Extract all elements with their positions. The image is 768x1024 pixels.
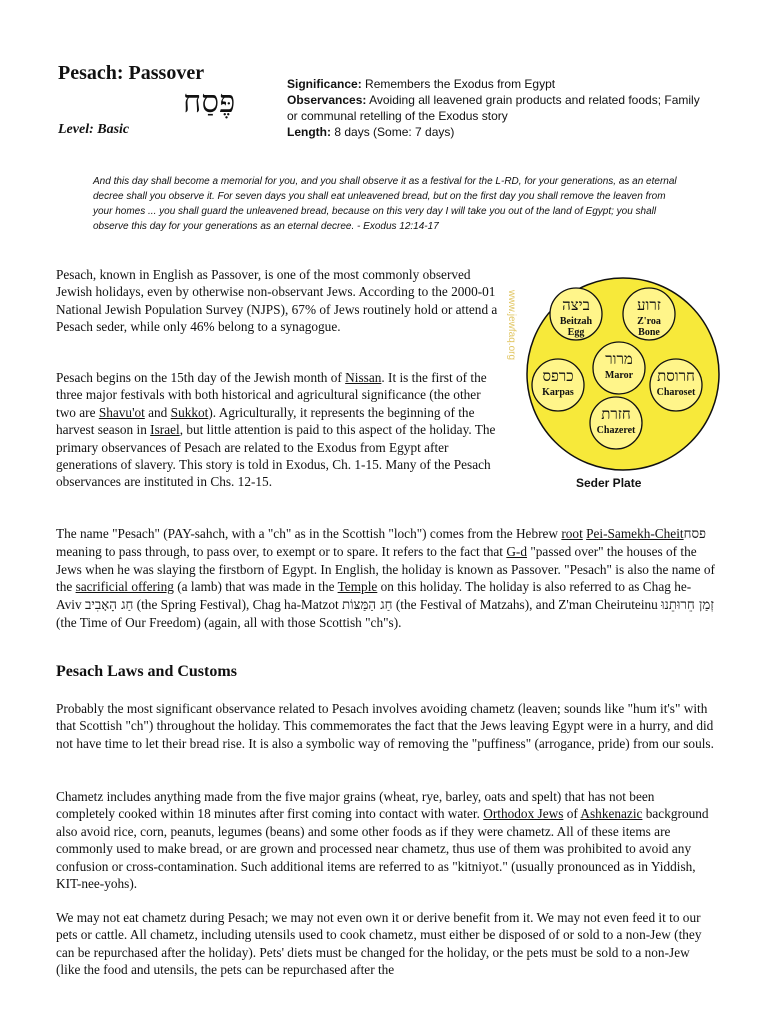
text: Chametz includes anything made from the five major grains (wheat, rye, barley, oats and spelt) that has not been completely cooked within 18 minutes after first coming into contact with water. [56, 789, 655, 822]
observances-label: Observances: [287, 93, 367, 107]
text: (the Time of Our Freedom) (again, all with those Scottish "ch"s). [56, 615, 402, 631]
plate-item [623, 288, 675, 340]
hebrew-word: חַג הָאָבִיב [84, 597, 134, 613]
text: and [144, 404, 171, 420]
sacrificial-offering-link[interactable]: sacrificial offering [75, 579, 174, 595]
root-link[interactable]: root [561, 526, 583, 541]
hebrew-title: פֶּסַח [183, 84, 236, 120]
hebrew-word: חַג הַמַּצּוֹת [342, 597, 393, 613]
significance-value: Remembers the Exodus from Egypt [361, 77, 556, 91]
plate-item-name2: Egg [567, 327, 585, 338]
text: background also avoid rice, corn, peanuts, legumes (beans) and some other foods as if they were chametz. All of these items are commonly used to make bread, or are grown and processed near chametz, thus use of them was prohibited to avoid any confusion or cross-contamination. Such additional items are referred to as "kitniyot." (usually pronounced as in Yiddish, KIT-nee-yohs). [56, 806, 709, 892]
plate-item-name: Beitzah [559, 316, 593, 327]
israel-link[interactable]: Israel [150, 422, 180, 438]
holiday-facts [287, 76, 707, 140]
plate-item-hebrew: ביצה [562, 296, 590, 314]
plate-item [590, 397, 642, 449]
paragraph-begins [56, 369, 501, 491]
section-heading: Pesach Laws and Customs [56, 663, 237, 680]
plate-item-hebrew: כרפס [542, 367, 574, 385]
text: . It is the first of the three major festivals with both historical and agricultural significance (the other two are [56, 370, 487, 420]
text: (a lamb) that was made in the [173, 579, 338, 595]
plate-item-name: Z'roa [637, 316, 661, 327]
text: , but little attention is paid to this aspect of the holiday. The primary observances of Pesach are related to the Exodus from Egypt after generations of slavery. This story is told in Exodus, Ch. 1-15. Many of the Pesach observances are instituted in Chs. 12-15. [56, 422, 496, 490]
level-label: Level: Basic [58, 122, 130, 137]
paragraph-chametz: Probably the most significant observance related to Pesach involves avoiding chametz (leaven; sounds like "hum it's" with that Scottish "ch") throughout the holiday. This commemorates the fact that the Jews leaving Egypt were in a hurry, and did not have time to let their bread rise. It is also a symbolic way of removing the "puffiness" (arrogance, pride) from our souls. [56, 701, 714, 751]
paragraph-intro: Pesach, known in English as Passover, is one of the most commonly observed Jewish holidays, even by otherwise non-observant Jews. According to the 2000-01 National Jewish Population Survey (NJPS), 67% of Jews routinely hold or attend a Pesach seder, while only 46% belong to a synagogue. [56, 267, 498, 335]
significance-row [287, 76, 707, 92]
exodus-quote: And this day shall become a memorial for you, and you shall observe it as a festival for the L-RD, for your generations, as an eternal decree shall you observe it. For seven days you shall eat unleavened bread, but on the first day you shall remove the leaven from your homes ... you shall guard the unleavened bread, because on this very day I will take you out of the land of Egypt; you shall observe this day for your generations as an eternal decree. - Exodus 12:14-17 [93, 176, 677, 232]
text: The name "Pesach" (PAY-sahch, with a "ch" as in the Scottish "loch") comes from the Hebrew [56, 526, 562, 541]
plate-item [650, 359, 702, 411]
hebrew-word: זְמַן חֵרוּתֵנוּ [661, 597, 714, 613]
seder-plate [525, 276, 721, 472]
text: "passed over" the houses of the Jews when he was slaying the firstborn of Egypt. In English, the holiday is known as Passover. "Pesach" is also the name of the [56, 544, 715, 595]
orthodox-jews-link[interactable]: Orthodox Jews [483, 806, 564, 822]
page-title: Pesach: Passover [58, 62, 205, 84]
plate-item-name: Maror [604, 370, 634, 381]
plate-item-hebrew: חרוסת [657, 367, 695, 385]
plate-item-name: Chazeret [596, 425, 636, 436]
text: on this holiday. The holiday is also referred to as Chag he-Aviv [56, 579, 692, 612]
length-label: Length: [287, 125, 331, 139]
plate-item [593, 342, 645, 394]
pei-samekh-cheit-link[interactable]: Pei-Samekh-Cheit [586, 526, 684, 541]
text: (the Spring Festival), Chag ha-Matzot [133, 596, 343, 612]
watermark: www.jewfaq.org [506, 290, 517, 361]
text: of [563, 806, 581, 822]
text: meaning to pass through, to pass over, to exempt or to spare. It refers to the fact that [56, 544, 507, 560]
paragraph-name [56, 525, 716, 631]
length-row [287, 124, 707, 140]
paragraph-ownership: We may not eat chametz during Pesach; we may not even own it or derive benefit from it. We may not even feed it to our pets or cattle. All chametz, including utensils used to cook chametz, must either be disposed of or sold to a non-Jew (they can be repurchased after the holiday). Pets' diets must be changed for the holiday, or the pets must be sold to a non-Jew (like the food and utensils, the pets can be repurchased after the [56, 910, 702, 978]
seder-plate-caption: Seder Plate [576, 476, 642, 490]
text: ). Agriculturally, it represents the beginning of the harvest season in [56, 404, 475, 438]
plate-item-hebrew: מרור [605, 350, 633, 368]
text: Pesach begins on the 15th day of the Jewish month of [56, 370, 346, 385]
temple-link[interactable]: Temple [337, 579, 378, 595]
shavuot-link[interactable]: Shavu'ot [98, 404, 145, 420]
ashkenazic-link[interactable]: Ashkenazic [580, 806, 643, 822]
length-value: 8 days (Some: 7 days) [331, 125, 455, 139]
plate-item-hebrew: זרוע [637, 296, 661, 314]
text: (the Festival of Matzahs), and Z'man Cheiruteinu [392, 596, 662, 612]
plate-item-name: Karpas [542, 387, 574, 398]
sukkot-link[interactable]: Sukkot [170, 404, 209, 420]
plate-item [532, 359, 584, 411]
plate-item-name: Charoset [656, 387, 696, 398]
hebrew-word: פסח [683, 527, 711, 542]
plate-item [550, 288, 602, 340]
significance-label: Significance: [287, 77, 362, 91]
observances-row [287, 92, 707, 124]
gd-link[interactable]: G-d [506, 544, 528, 560]
observances-value: Avoiding all leavened grain products and related foods; Family or communal retelling of the Exodus story [287, 93, 700, 123]
plate-item-hebrew: חזרת [601, 405, 631, 423]
paragraph-grains [56, 788, 716, 892]
nissan-link[interactable]: Nissan [345, 370, 382, 385]
plate-item-name2: Bone [638, 327, 660, 338]
